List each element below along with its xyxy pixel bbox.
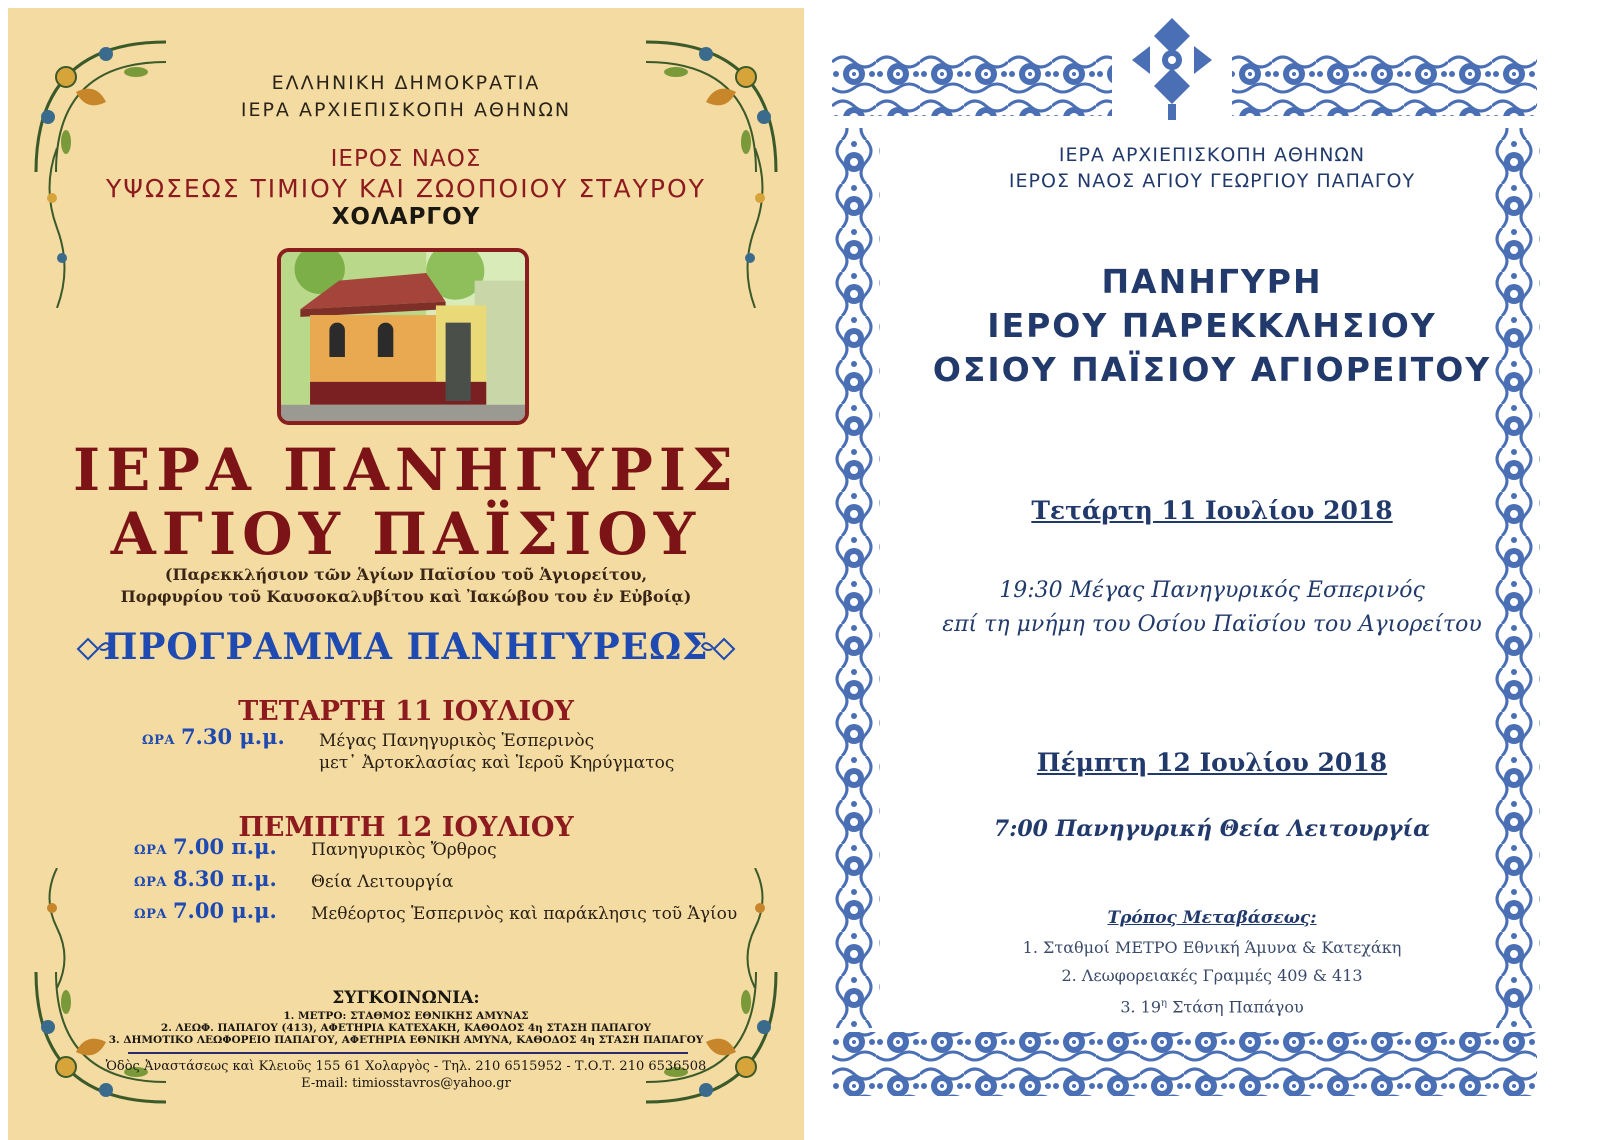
directions-line-3-end: Στάση Παπάγου	[1167, 997, 1304, 1017]
time-prefix: ΩΡΑ	[142, 733, 175, 748]
feast-title-line-3: ΟΣΙΟΥ ΠΑΪΣΙΟΥ ΑΓΙΟΡΕΙΤΟΥ	[932, 350, 1492, 389]
header-line-2: ΙΕΡΑ ΑΡΧΙΕΠΙΣΚΟΠΗ ΑΘΗΝΩΝ	[240, 99, 572, 121]
feast-title-line-2: ΙΕΡΟΥ ΠΑΡΕΚΚΛΗΣΙΟΥ	[987, 306, 1437, 345]
transit-heading: ΣΥΓΚΟΙΝΩΝΙΑ:	[332, 988, 480, 1008]
header-line-1: ΕΛΛΗΝΙΚΗ ΔΗΜΟΚΡΑΤΙΑ	[271, 72, 541, 94]
cross-ornament-icon	[1132, 18, 1212, 120]
schedule-day-2: Πέμπτη 12 Ιουλίου 2018	[1036, 748, 1388, 777]
divider	[128, 1052, 688, 1054]
time-prefix: ΩΡΑ	[134, 843, 167, 858]
left-poster	[8, 8, 804, 1140]
transit-line-3: 3. ΔΗΜΟΤΙΚΟ ΛΕΩΦΟΡΕΙΟ ΠΑΠΑΓΟΥ, ΑΦΕΤΗΡΙΑ ΕΘΝΙΚΗ ΑΜΥΝΑ, ΚΑΘΟΔΟΣ 4η ΣΤΑΣΗ ΠΑΠΑΓΟΥ	[108, 1034, 704, 1046]
schedule-event-2: 7:00 Πανηγυρική Θεία Λειτουργία	[993, 816, 1431, 842]
right-poster	[832, 8, 1592, 1140]
schedule-description	[319, 730, 674, 774]
transit-line-2: 2. ΛΕΩΦ. ΠΑΠΑΓΟΥ (413), ΑΦΕΤΗΡΙΑ ΚΑΤΕΧΑΚΗ, ΚΑΘΟΔΟΣ 4η ΣΤΑΣΗ ΠΑΠΑΓΟΥ	[160, 1022, 652, 1034]
schedule-time	[134, 898, 277, 923]
schedule-day-1: Τετάρτη 11 Ιουλίου 2018	[1031, 496, 1393, 525]
contact-block	[8, 1058, 804, 1092]
event-line-1: 19:30 Μέγας Πανηγυρικός Εσπερινός	[999, 578, 1425, 603]
email: E-mail: timiosstavros@yahoo.gr	[301, 1076, 511, 1091]
directions-heading: Τρόπος Μεταβάσεως:	[1107, 908, 1317, 928]
time-prefix: ΩΡΑ	[134, 875, 167, 890]
header-line-2: ΙΕΡΟΣ ΝΑΟΣ ΑΓΙΟΥ ΓΕΩΡΓΙΟΥ ΠΑΠΑΓΟΥ	[1008, 170, 1416, 192]
feast-title-line-2: ΑΓΙΟΥ ΠΑΪΣΙΟΥ	[110, 500, 702, 568]
feast-subtitle	[8, 564, 804, 608]
header-line-1: ΙΕΡΑ ΑΡΧΙΕΠΙΣΚΟΠΗ ΑΘΗΝΩΝ	[1058, 144, 1366, 166]
feast-title-line-1: ΠΑΝΗΓΥΡΗ	[1101, 262, 1323, 301]
schedule-description: Πανηγυρικὸς Ὄρθρος	[311, 840, 497, 860]
vine-ornament	[42, 868, 72, 988]
church-line-2: ΥΨΩΣΕΩΣ ΤΙΜΙΟΥ ΚΑΙ ΖΩΟΠΟΙΟΥ ΣΤΑΥΡΟΥ	[106, 174, 706, 203]
issuer-header	[832, 142, 1592, 194]
issuer-header	[8, 70, 804, 124]
transit-line-1: 1. ΜΕΤΡΟ: ΣΤΑΘΜΟΣ ΕΘΝΙΚΗΣ ΑΜΥΝΑΣ	[283, 1010, 529, 1022]
subtitle-line-2: Πορφυρίου τοῦ Καυσοκαλυβίτου καὶ Ἰακώβου του ἐν Εὐβοίᾳ)	[120, 587, 692, 606]
program-heading: ΠΡΟΓΡΑΜΜΑ ΠΑΝΗΓΥΡΕΩΣ	[103, 626, 709, 668]
event-line-2: επί τη μνήμη του Οσίου Παϊσίου του Αγιορείτου	[942, 612, 1482, 637]
time-value: 8.30 π.μ.	[172, 866, 277, 891]
description-line-2: μετ᾽ Ἀρτοκλασίας καὶ Ἱεροῦ Κηρύγματος	[319, 753, 675, 773]
schedule-description: Θεία Λειτουργία	[311, 872, 454, 892]
schedule-day-1: ΤΕΤΑΡΤΗ 11 ΙΟΥΛΙΟΥ	[238, 696, 574, 727]
time-value: 7.00 π.μ.	[172, 834, 277, 859]
directions-line-2: 2. Λεωφορειακές Γραμμές 409 & 413	[1061, 966, 1363, 985]
ordinal-suffix: η	[1161, 998, 1168, 1009]
schedule-event-1	[832, 574, 1592, 642]
time-value: 7.00 μ.μ.	[172, 898, 277, 923]
directions-line-3-start: 3. 19	[1120, 997, 1162, 1017]
church-line-1: ΙΕΡΟΣ ΝΑΟΣ	[330, 146, 482, 172]
church-line-3: ΧΟΛΑΡΓΟΥ	[331, 204, 481, 230]
directions-line-1: 1. Σταθμοί ΜΕΤΡΟ Εθνική Άμυνα & Κατεχάκη	[1022, 938, 1402, 957]
scroll-ornament-icon	[700, 634, 736, 664]
chapel-illustration	[281, 252, 525, 421]
chapel-photo	[277, 248, 529, 425]
feast-title-line-1: ΙΕΡΑ ΠΑΝΗΓΥΡΙΣ	[72, 436, 740, 504]
schedule-time	[142, 724, 285, 749]
schedule-time	[134, 834, 277, 859]
schedule-time	[134, 866, 277, 891]
address: Ὁδὸς Ἀναστάσεως καὶ Κλειοῦς 155 61 Χολαργὸς - Τηλ. 210 6515952 - Τ.Ο.Τ. 210 6536508	[105, 1059, 707, 1074]
description-line-1: Μέγας Πανηγυρικὸς Ἑσπερινὸς	[319, 731, 595, 751]
directions-line-3	[832, 990, 1592, 1021]
vine-ornament	[740, 868, 770, 988]
schedule-day-2: ΠΕΜΠΤΗ 12 ΙΟΥΛΙΟΥ	[238, 812, 574, 843]
time-prefix: ΩΡΑ	[134, 907, 167, 922]
time-value: 7.30 μ.μ.	[180, 724, 285, 749]
subtitle-line-1: (Παρεκκλήσιον τῶν Ἁγίων Παϊσίου τοῦ Ἁγιορείτου,	[164, 565, 648, 584]
schedule-description: Μεθέορτος Ἑσπερινὸς καὶ παράκλησις τοῦ Ἁγίου	[311, 904, 738, 924]
